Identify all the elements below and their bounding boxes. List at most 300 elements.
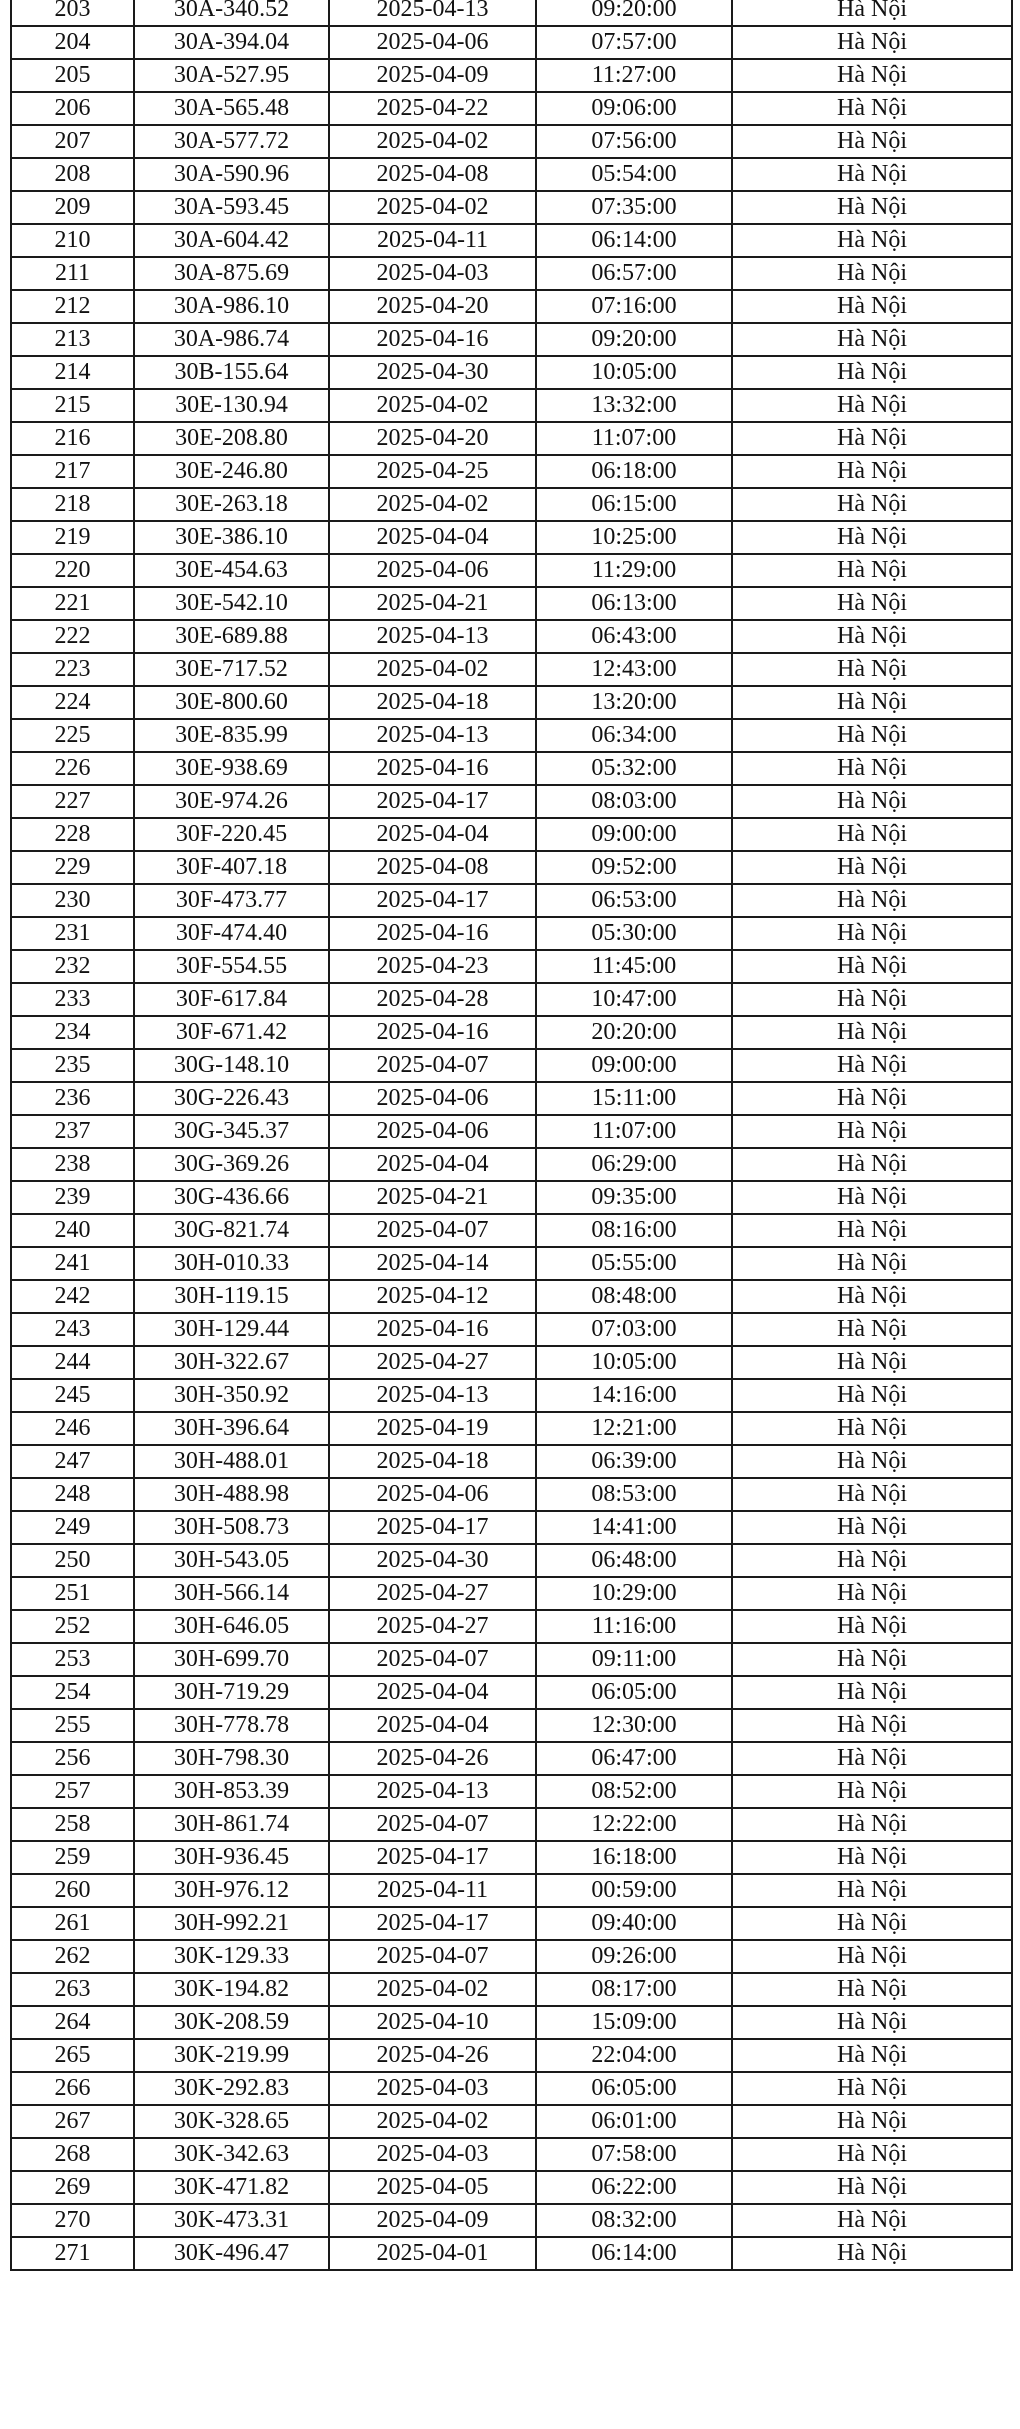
table-row [11,158,1012,191]
table-row [11,1577,1012,1610]
province-cell: Hà Nội [732,752,1012,785]
plate-number-cell: 30K-194.82 [134,1973,329,2006]
province-cell: Hà Nội [732,92,1012,125]
time-cell: 07:03:00 [536,1313,732,1346]
province-cell: Hà Nội [732,1247,1012,1280]
plate-number-cell: 30E-835.99 [134,719,329,752]
date-cell: 2025-04-11 [329,1874,536,1907]
table-row [11,1346,1012,1379]
time-cell: 08:52:00 [536,1775,732,1808]
province-cell: Hà Nội [732,224,1012,257]
row-number-cell: 217 [11,455,134,488]
plate-number-cell: 30H-543.05 [134,1544,329,1577]
province-cell: Hà Nội [732,2006,1012,2039]
date-cell: 2025-04-26 [329,1742,536,1775]
province-cell: Hà Nội [732,554,1012,587]
time-cell: 06:57:00 [536,257,732,290]
table-row [11,356,1012,389]
time-cell: 06:48:00 [536,1544,732,1577]
province-cell: Hà Nội [732,917,1012,950]
time-cell: 11:29:00 [536,554,732,587]
province-cell: Hà Nội [732,1412,1012,1445]
date-cell: 2025-04-08 [329,158,536,191]
date-cell: 2025-04-13 [329,620,536,653]
date-cell: 2025-04-16 [329,1016,536,1049]
province-cell: Hà Nội [732,1973,1012,2006]
table-row [11,26,1012,59]
time-cell: 07:16:00 [536,290,732,323]
row-number-cell: 262 [11,1940,134,1973]
table-row [11,455,1012,488]
date-cell: 2025-04-03 [329,2138,536,2171]
date-cell: 2025-04-02 [329,125,536,158]
time-cell: 06:29:00 [536,1148,732,1181]
row-number-cell: 221 [11,587,134,620]
table-row [11,1247,1012,1280]
date-cell: 2025-04-06 [329,26,536,59]
row-number-cell: 205 [11,59,134,92]
province-cell: Hà Nội [732,323,1012,356]
table-row [11,521,1012,554]
province-cell: Hà Nội [732,1049,1012,1082]
row-number-cell: 267 [11,2105,134,2138]
province-cell: Hà Nội [732,488,1012,521]
plate-number-cell: 30G-369.26 [134,1148,329,1181]
plate-number-cell: 30K-292.83 [134,2072,329,2105]
row-number-cell: 220 [11,554,134,587]
table-row [11,1082,1012,1115]
plate-number-cell: 30A-604.42 [134,224,329,257]
province-cell: Hà Nội [732,884,1012,917]
time-cell: 06:14:00 [536,224,732,257]
table-row [11,719,1012,752]
row-number-cell: 208 [11,158,134,191]
province-cell: Hà Nội [732,587,1012,620]
plate-number-cell: 30A-565.48 [134,92,329,125]
time-cell: 11:45:00 [536,950,732,983]
table-row [11,554,1012,587]
plate-number-cell: 30H-508.73 [134,1511,329,1544]
time-cell: 08:32:00 [536,2204,732,2237]
time-cell: 07:57:00 [536,26,732,59]
table-row [11,1742,1012,1775]
time-cell: 06:01:00 [536,2105,732,2138]
time-cell: 09:06:00 [536,92,732,125]
time-cell: 09:20:00 [536,0,732,26]
row-number-cell: 268 [11,2138,134,2171]
row-number-cell: 236 [11,1082,134,1115]
province-cell: Hà Nội [732,653,1012,686]
table-row [11,620,1012,653]
province-cell: Hà Nội [732,1841,1012,1874]
date-cell: 2025-04-02 [329,191,536,224]
province-cell: Hà Nội [732,1775,1012,1808]
row-number-cell: 240 [11,1214,134,1247]
row-number-cell: 269 [11,2171,134,2204]
table-row [11,1478,1012,1511]
time-cell: 11:07:00 [536,1115,732,1148]
row-number-cell: 241 [11,1247,134,1280]
table-row [11,1544,1012,1577]
table-row [11,488,1012,521]
row-number-cell: 210 [11,224,134,257]
date-cell: 2025-04-19 [329,1412,536,1445]
row-number-cell: 259 [11,1841,134,1874]
row-number-cell: 212 [11,290,134,323]
time-cell: 06:05:00 [536,2072,732,2105]
province-cell: Hà Nội [732,686,1012,719]
time-cell: 07:35:00 [536,191,732,224]
table-row [11,851,1012,884]
row-number-cell: 247 [11,1445,134,1478]
date-cell: 2025-04-17 [329,1841,536,1874]
plate-number-cell: 30G-345.37 [134,1115,329,1148]
time-cell: 11:16:00 [536,1610,732,1643]
date-cell: 2025-04-30 [329,356,536,389]
time-cell: 14:16:00 [536,1379,732,1412]
plate-number-cell: 30H-798.30 [134,1742,329,1775]
plate-number-cell: 30H-129.44 [134,1313,329,1346]
row-number-cell: 229 [11,851,134,884]
table-row [11,818,1012,851]
province-cell: Hà Nội [732,290,1012,323]
plate-number-cell: 30H-719.29 [134,1676,329,1709]
table-row [11,1676,1012,1709]
plate-number-cell: 30H-566.14 [134,1577,329,1610]
row-number-cell: 237 [11,1115,134,1148]
province-cell: Hà Nội [732,2138,1012,2171]
plate-number-cell: 30H-119.15 [134,1280,329,1313]
row-number-cell: 246 [11,1412,134,1445]
table-row [11,1379,1012,1412]
province-cell: Hà Nội [732,2105,1012,2138]
province-cell: Hà Nội [732,1313,1012,1346]
province-cell: Hà Nội [732,1379,1012,1412]
plate-number-cell: 30A-394.04 [134,26,329,59]
table-row [11,1445,1012,1478]
table-row [11,1280,1012,1313]
date-cell: 2025-04-08 [329,851,536,884]
table-row [11,1709,1012,1742]
province-cell: Hà Nội [732,2204,1012,2237]
row-number-cell: 238 [11,1148,134,1181]
province-cell: Hà Nội [732,1709,1012,1742]
table-row [11,2006,1012,2039]
date-cell: 2025-04-09 [329,2204,536,2237]
row-number-cell: 245 [11,1379,134,1412]
date-cell: 2025-04-27 [329,1610,536,1643]
time-cell: 05:55:00 [536,1247,732,1280]
row-number-cell: 232 [11,950,134,983]
row-number-cell: 243 [11,1313,134,1346]
province-cell: Hà Nội [732,1445,1012,1478]
date-cell: 2025-04-25 [329,455,536,488]
province-cell: Hà Nội [732,2237,1012,2270]
table-row [11,1148,1012,1181]
date-cell: 2025-04-23 [329,950,536,983]
date-cell: 2025-04-06 [329,554,536,587]
plate-number-cell: 30E-263.18 [134,488,329,521]
plate-number-cell: 30A-527.95 [134,59,329,92]
province-cell: Hà Nội [732,1478,1012,1511]
plate-number-cell: 30G-226.43 [134,1082,329,1115]
plate-number-cell: 30K-473.31 [134,2204,329,2237]
date-cell: 2025-04-06 [329,1478,536,1511]
date-cell: 2025-04-07 [329,1214,536,1247]
row-number-cell: 227 [11,785,134,818]
table-row [11,2105,1012,2138]
plate-number-cell: 30A-986.74 [134,323,329,356]
table-row [11,224,1012,257]
province-cell: Hà Nội [732,719,1012,752]
date-cell: 2025-04-04 [329,818,536,851]
row-number-cell: 242 [11,1280,134,1313]
province-cell: Hà Nội [732,125,1012,158]
row-number-cell: 250 [11,1544,134,1577]
date-cell: 2025-04-14 [329,1247,536,1280]
row-number-cell: 225 [11,719,134,752]
province-cell: Hà Nội [732,1940,1012,1973]
province-cell: Hà Nội [732,1643,1012,1676]
time-cell: 07:56:00 [536,125,732,158]
plate-number-cell: 30E-938.69 [134,752,329,785]
province-cell: Hà Nội [732,950,1012,983]
row-number-cell: 266 [11,2072,134,2105]
row-number-cell: 218 [11,488,134,521]
date-cell: 2025-04-18 [329,1445,536,1478]
date-cell: 2025-04-02 [329,389,536,422]
time-cell: 05:32:00 [536,752,732,785]
plate-number-cell: 30A-590.96 [134,158,329,191]
table-row [11,1841,1012,1874]
time-cell: 09:00:00 [536,1049,732,1082]
row-number-cell: 255 [11,1709,134,1742]
date-cell: 2025-04-11 [329,224,536,257]
province-cell: Hà Nội [732,2072,1012,2105]
time-cell: 06:05:00 [536,1676,732,1709]
table-row [11,1940,1012,1973]
time-cell: 11:07:00 [536,422,732,455]
province-cell: Hà Nội [732,1280,1012,1313]
table-row [11,752,1012,785]
date-cell: 2025-04-17 [329,785,536,818]
date-cell: 2025-04-20 [329,290,536,323]
time-cell: 10:25:00 [536,521,732,554]
plate-number-cell: 30G-148.10 [134,1049,329,1082]
date-cell: 2025-04-07 [329,1940,536,1973]
table-row [11,59,1012,92]
time-cell: 08:03:00 [536,785,732,818]
time-cell: 12:21:00 [536,1412,732,1445]
date-cell: 2025-04-02 [329,1973,536,2006]
table-row [11,1412,1012,1445]
province-cell: Hà Nội [732,1115,1012,1148]
date-cell: 2025-04-05 [329,2171,536,2204]
plate-number-cell: 30E-800.60 [134,686,329,719]
province-cell: Hà Nội [732,1742,1012,1775]
table-row [11,323,1012,356]
row-number-cell: 258 [11,1808,134,1841]
row-number-cell: 213 [11,323,134,356]
table-row [11,2237,1012,2270]
table-row [11,1181,1012,1214]
date-cell: 2025-04-13 [329,1379,536,1412]
row-number-cell: 207 [11,125,134,158]
plate-number-cell: 30K-328.65 [134,2105,329,2138]
table-row [11,1313,1012,1346]
date-cell: 2025-04-07 [329,1049,536,1082]
table-row [11,1016,1012,1049]
province-cell: Hà Nội [732,257,1012,290]
plate-number-cell: 30K-129.33 [134,1940,329,1973]
date-cell: 2025-04-03 [329,2072,536,2105]
province-cell: Hà Nội [732,818,1012,851]
plate-number-cell: 30H-350.92 [134,1379,329,1412]
province-cell: Hà Nội [732,1808,1012,1841]
table-row [11,1973,1012,2006]
row-number-cell: 261 [11,1907,134,1940]
time-cell: 06:43:00 [536,620,732,653]
time-cell: 05:54:00 [536,158,732,191]
date-cell: 2025-04-17 [329,1511,536,1544]
row-number-cell: 264 [11,2006,134,2039]
time-cell: 12:43:00 [536,653,732,686]
row-number-cell: 249 [11,1511,134,1544]
row-number-cell: 265 [11,2039,134,2072]
date-cell: 2025-04-20 [329,422,536,455]
date-cell: 2025-04-18 [329,686,536,719]
plate-number-cell: 30F-407.18 [134,851,329,884]
plate-number-cell: 30K-219.99 [134,2039,329,2072]
table-row [11,653,1012,686]
time-cell: 13:20:00 [536,686,732,719]
row-number-cell: 251 [11,1577,134,1610]
date-cell: 2025-04-02 [329,653,536,686]
time-cell: 06:14:00 [536,2237,732,2270]
province-cell: Hà Nội [732,1676,1012,1709]
province-cell: Hà Nội [732,0,1012,26]
plate-number-cell: 30A-986.10 [134,290,329,323]
province-cell: Hà Nội [732,158,1012,191]
plate-number-cell: 30A-875.69 [134,257,329,290]
time-cell: 06:22:00 [536,2171,732,2204]
province-cell: Hà Nội [732,1577,1012,1610]
province-cell: Hà Nội [732,1907,1012,1940]
plate-number-cell: 30E-717.52 [134,653,329,686]
plate-number-cell: 30A-577.72 [134,125,329,158]
row-number-cell: 214 [11,356,134,389]
row-number-cell: 222 [11,620,134,653]
date-cell: 2025-04-17 [329,884,536,917]
plate-number-cell: 30H-861.74 [134,1808,329,1841]
province-cell: Hà Nội [732,1511,1012,1544]
row-number-cell: 252 [11,1610,134,1643]
plate-number-cell: 30E-130.94 [134,389,329,422]
time-cell: 09:52:00 [536,851,732,884]
table-row [11,1907,1012,1940]
row-number-cell: 257 [11,1775,134,1808]
date-cell: 2025-04-16 [329,752,536,785]
time-cell: 07:58:00 [536,2138,732,2171]
date-cell: 2025-04-26 [329,2039,536,2072]
date-cell: 2025-04-04 [329,1709,536,1742]
row-number-cell: 219 [11,521,134,554]
table-row [11,2039,1012,2072]
table-row [11,884,1012,917]
table-row [11,1115,1012,1148]
plate-number-cell: 30H-010.33 [134,1247,329,1280]
time-cell: 06:15:00 [536,488,732,521]
row-number-cell: 224 [11,686,134,719]
violations-table [10,0,1013,2271]
date-cell: 2025-04-04 [329,521,536,554]
plate-number-cell: 30F-473.77 [134,884,329,917]
row-number-cell: 233 [11,983,134,1016]
table-row [11,1214,1012,1247]
table-row [11,1775,1012,1808]
table-row [11,1643,1012,1676]
row-number-cell: 253 [11,1643,134,1676]
time-cell: 06:18:00 [536,455,732,488]
plate-number-cell: 30F-617.84 [134,983,329,1016]
date-cell: 2025-04-28 [329,983,536,1016]
plate-number-cell: 30H-936.45 [134,1841,329,1874]
time-cell: 10:29:00 [536,1577,732,1610]
row-number-cell: 230 [11,884,134,917]
table-row [11,92,1012,125]
date-cell: 2025-04-02 [329,488,536,521]
plate-number-cell: 30E-208.80 [134,422,329,455]
date-cell: 2025-04-16 [329,1313,536,1346]
province-cell: Hà Nội [732,2039,1012,2072]
plate-number-cell: 30H-976.12 [134,1874,329,1907]
row-number-cell: 254 [11,1676,134,1709]
province-cell: Hà Nội [732,983,1012,1016]
table-row [11,2138,1012,2171]
plate-number-cell: 30F-671.42 [134,1016,329,1049]
time-cell: 00:59:00 [536,1874,732,1907]
province-cell: Hà Nội [732,1181,1012,1214]
date-cell: 2025-04-13 [329,1775,536,1808]
date-cell: 2025-04-04 [329,1676,536,1709]
province-cell: Hà Nội [732,1874,1012,1907]
province-cell: Hà Nội [732,1346,1012,1379]
time-cell: 08:53:00 [536,1478,732,1511]
date-cell: 2025-04-16 [329,917,536,950]
plate-number-cell: 30H-322.67 [134,1346,329,1379]
time-cell: 09:20:00 [536,323,732,356]
date-cell: 2025-04-27 [329,1577,536,1610]
table-row [11,257,1012,290]
row-number-cell: 235 [11,1049,134,1082]
time-cell: 20:20:00 [536,1016,732,1049]
table-body [11,0,1012,2270]
table-row [11,2204,1012,2237]
table-row [11,0,1012,26]
province-cell: Hà Nội [732,620,1012,653]
table-row [11,290,1012,323]
date-cell: 2025-04-02 [329,2105,536,2138]
row-number-cell: 204 [11,26,134,59]
date-cell: 2025-04-21 [329,1181,536,1214]
table-row [11,1049,1012,1082]
time-cell: 10:05:00 [536,1346,732,1379]
table-row [11,1610,1012,1643]
time-cell: 12:30:00 [536,1709,732,1742]
date-cell: 2025-04-04 [329,1148,536,1181]
plate-number-cell: 30H-853.39 [134,1775,329,1808]
time-cell: 08:16:00 [536,1214,732,1247]
